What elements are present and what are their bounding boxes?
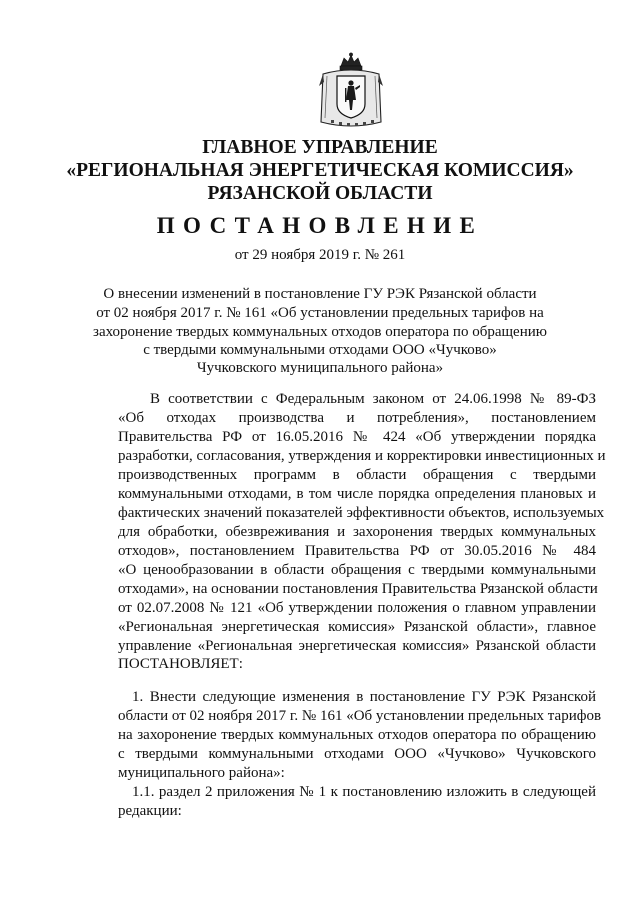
preamble-line: производственных программ в области обращения с твердыми: [118, 467, 596, 483]
item-1-line: с твердыми коммунальными отходами ООО «Чучково» Чучковского: [118, 746, 596, 762]
subject-line: захоронение твердых коммунальных отходов оператора по обращению: [93, 324, 547, 340]
header-line-1: ГЛАВНОЕ УПРАВЛЕНИЕ: [202, 137, 438, 158]
preamble-line: для обработки, обезвреживания и захоронения твердых коммунальных: [118, 524, 596, 540]
ryazan-region-coat-of-arms-icon: [317, 52, 385, 132]
preamble-line: «О ценообразовании в области обращения с твердыми коммунальными: [118, 562, 596, 578]
preamble-line: фактических значений показателей эффективности объектов, используемых: [118, 505, 605, 521]
item-1-line: области от 02 ноября 2017 г. № 161 «Об установлении предельных тарифов: [118, 708, 602, 724]
header-line-2: «РЕГИОНАЛЬНАЯ ЭНЕРГЕТИЧЕСКАЯ КОМИССИЯ»: [66, 160, 574, 181]
preamble-line: ПОСТАНОВЛЯЕТ:: [118, 656, 243, 672]
preamble-line: отходов», постановлением Правительства РФ от 30.05.2016 № 484: [118, 543, 596, 559]
item-1-line: муниципального района»:: [118, 765, 285, 781]
header-line-3: РЯЗАНСКОЙ ОБЛАСТИ: [207, 183, 433, 204]
subject-line: О внесении изменений в постановление ГУ РЭК Рязанской области: [103, 286, 537, 302]
preamble-line: Правительства РФ от 16.05.2016 № 424 «Об утверждении порядка: [118, 429, 596, 445]
preamble-line: «Региональная энергетическая комиссия» Рязанской области», главное: [118, 619, 596, 635]
preamble-line: коммунальными отходами, в том числе порядка определения плановых и: [118, 486, 596, 502]
subject-line: от 02 ноября 2017 г. № 161 «Об установлении предельных тарифов на: [96, 305, 544, 321]
preamble-line: «Об отходах производства и потребления», постановлением: [118, 410, 596, 426]
preamble-line: В соответствии с Федеральным законом от 24.06.1998 № 89-ФЗ: [150, 391, 596, 407]
item-1-line: 1. Внести следующие изменения в постановление ГУ РЭК Рязанской: [132, 689, 596, 705]
preamble-line: управление «Региональная энергетическая комиссия» Рязанской области: [118, 638, 596, 654]
preamble-line: отходами», на основании постановления Правительства Рязанской области: [118, 581, 598, 597]
document-date-number: от 29 ноября 2019 г. № 261: [234, 247, 406, 263]
preamble-line: от 02.07.2008 № 121 «Об утверждении положения о главном управлении: [118, 600, 596, 616]
document-type-title: ПОСТАНОВЛЕНИЕ: [156, 213, 484, 238]
preamble-line: разработки, согласования, утверждения и корректировки инвестиционных и: [118, 448, 606, 464]
item-1-1-line: редакции:: [118, 803, 182, 819]
subject-line: с твердыми коммунальными отходами ООО «Чучково»: [143, 342, 497, 358]
item-1-1-line: 1.1. раздел 2 приложения № 1 к постановлению изложить в следующей: [132, 784, 596, 800]
item-1-line: на захоронение твердых коммунальных отходов оператора по обращению: [118, 727, 596, 743]
subject-line: Чучковского муниципального района»: [196, 360, 444, 376]
